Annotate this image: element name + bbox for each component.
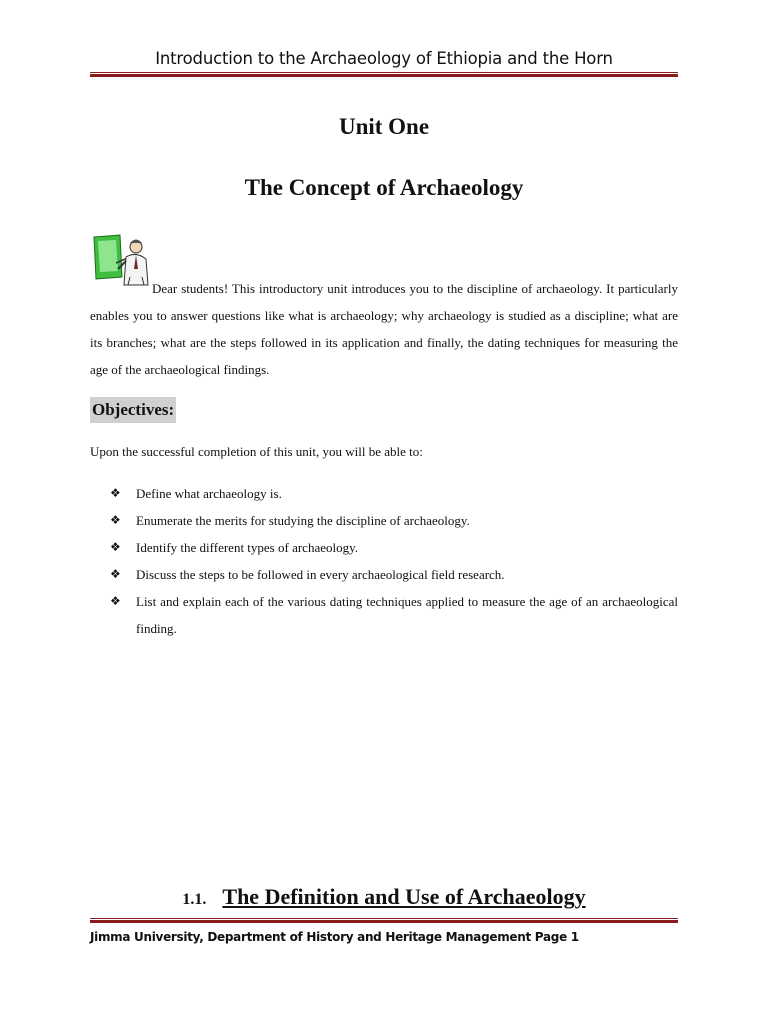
list-item: ❖ Enumerate the merits for studying the discipline of archaeology. xyxy=(110,507,678,534)
section-number: 1.1. xyxy=(182,891,207,908)
intro-paragraph: Dear students! This introductory unit introduces you to the discipline of archaeology. It particularly enables you to answer questions like what is archaeology; why archaeology is studied as a discipline; what are its branches; what are the steps followed in its application and finally, the dating techniques for measuring the age of the archaeological findings. xyxy=(90,281,678,377)
unit-title: Unit One xyxy=(338,114,430,139)
footer-rule xyxy=(90,918,678,923)
unit-subtitle: The Concept of Archaeology xyxy=(244,175,524,200)
list-item: ❖ Define what archaeology is. xyxy=(110,480,678,507)
section-title: The Definition and Use of Archaeology xyxy=(222,884,586,909)
list-item: ❖ Discuss the steps to be followed in every archaeological field research. xyxy=(110,561,678,588)
objectives-heading: Objectives: xyxy=(90,397,176,423)
diamond-bullet-icon: ❖ xyxy=(110,513,121,527)
running-header: Introduction to the Archaeology of Ethiopia and the Horn xyxy=(155,49,613,68)
list-item: ❖ Identify the different types of archaeology. xyxy=(110,534,678,561)
diamond-bullet-icon: ❖ xyxy=(110,486,121,500)
objectives-list xyxy=(110,480,678,642)
diamond-bullet-icon: ❖ xyxy=(110,567,121,581)
diamond-bullet-icon: ❖ xyxy=(110,540,121,554)
list-item: ❖ List and explain each of the various dating techniques applied to measure the age of an archaeological finding. xyxy=(110,588,678,642)
page-footer: Jimma University, Department of History and Heritage Management Page 1 xyxy=(90,930,579,944)
objectives-lead-in: Upon the successful completion of this unit, you will be able to: xyxy=(90,444,423,459)
diamond-bullet-icon: ❖ xyxy=(110,594,121,608)
header-rule xyxy=(90,72,678,77)
section-heading xyxy=(0,884,768,910)
